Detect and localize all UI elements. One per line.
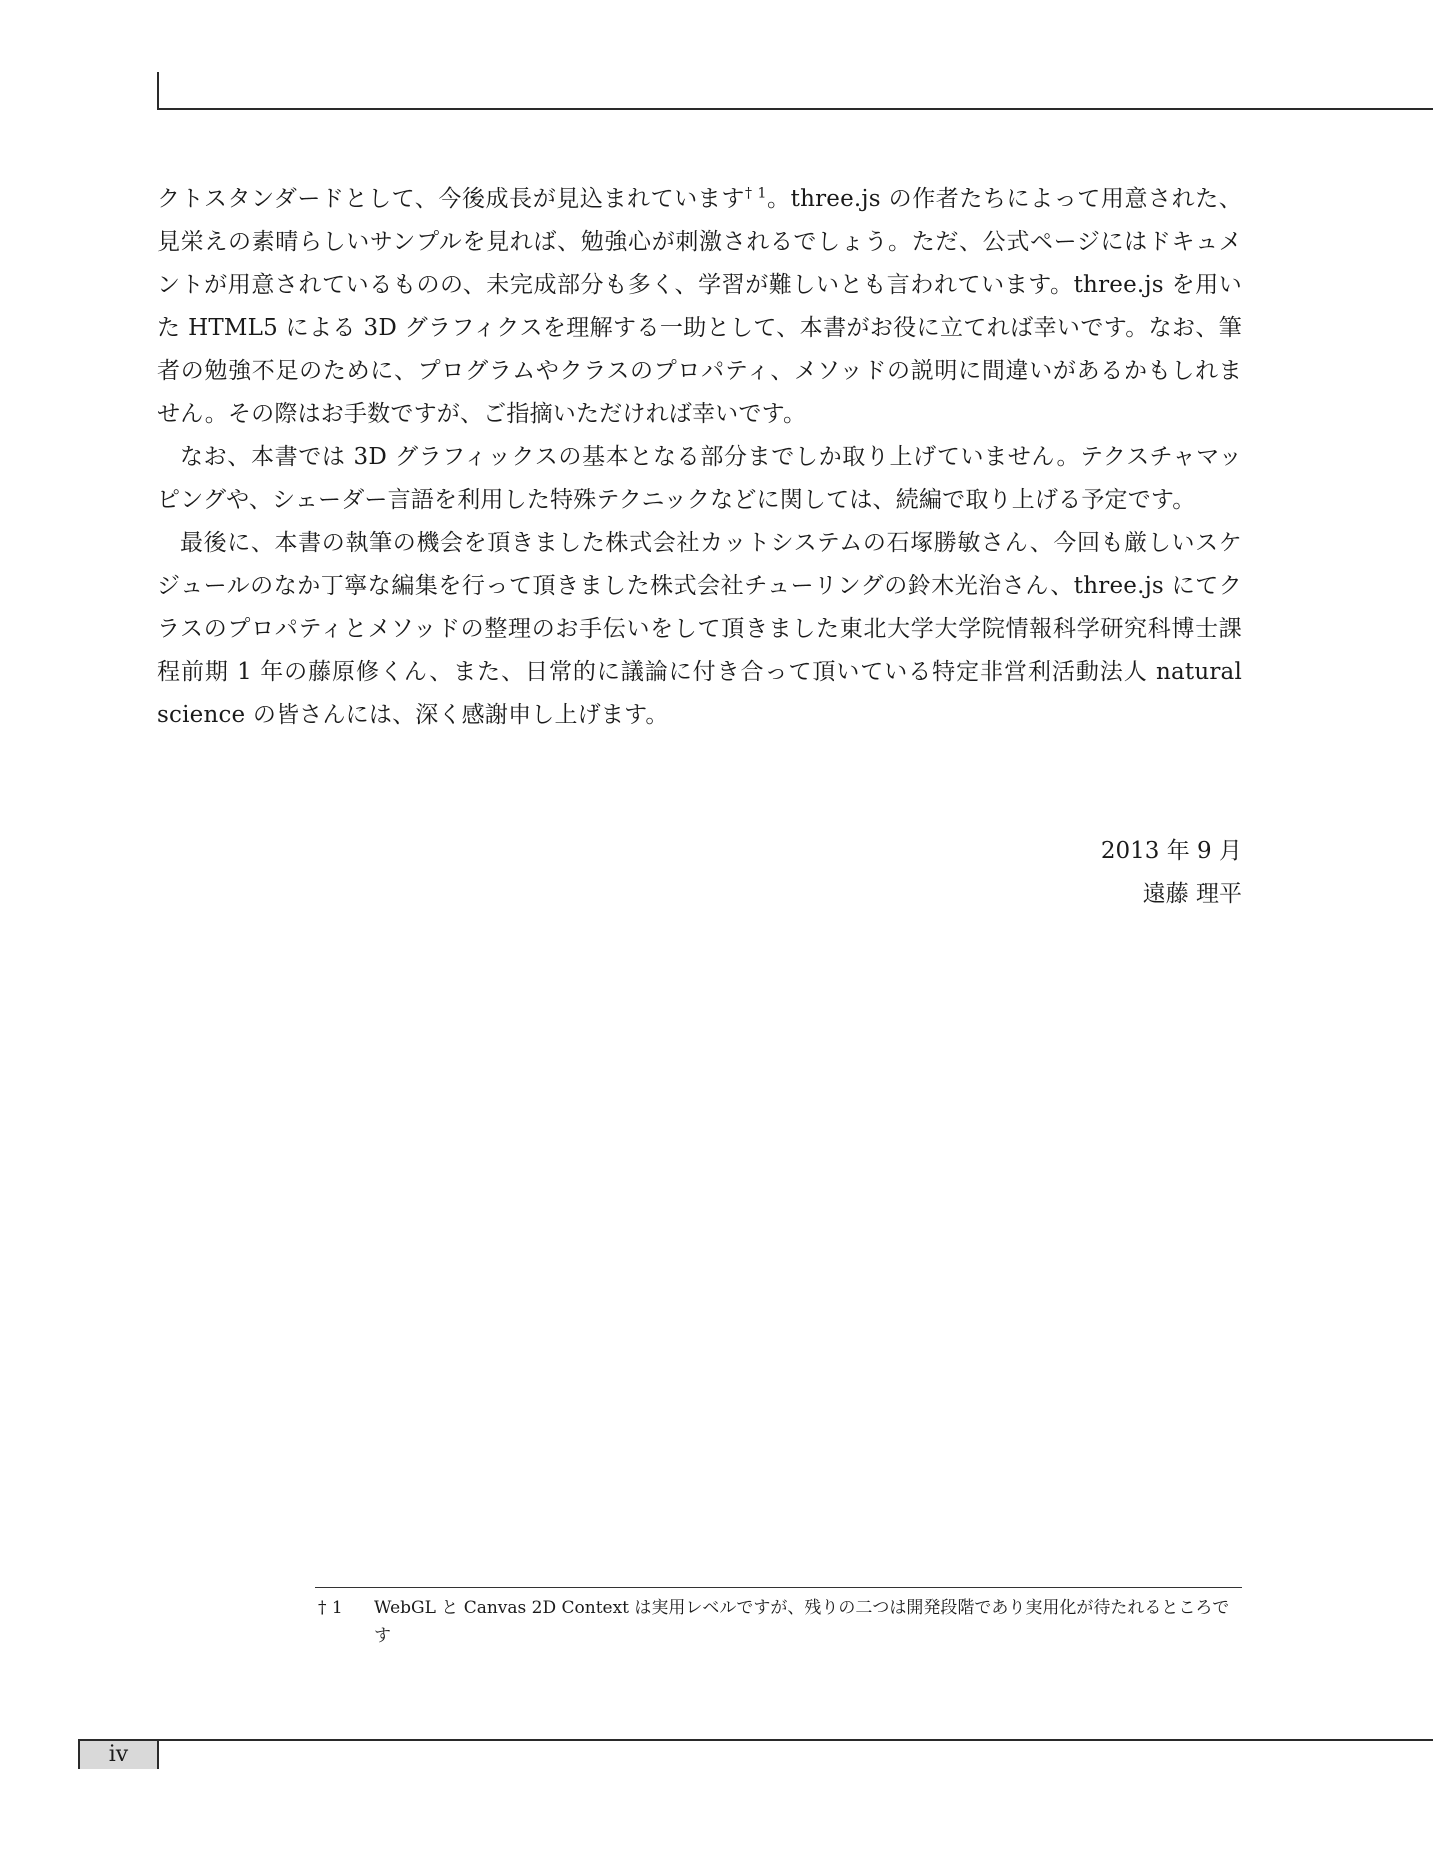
- header-rule-vertical: [157, 72, 159, 110]
- footnote: [318, 1594, 1242, 1650]
- signature-author: 遠藤 理平: [1142, 881, 1242, 907]
- footnote-rule: [315, 1587, 1242, 1588]
- signature-date: 2013 年 9 月: [1100, 838, 1242, 864]
- paragraph-1-continued: 。three.js の作者たちによって用意された、見栄えの素晴らしいサンプルを見れば、勉強心が刺激されるでしょう。ただ、公式ページにはドキュメントが用意されているものの、未完成部分も多く、学習が難しいとも言われています。three.js を用いた HTML5 による 3D グラフィクスを理解する一助として、本書がお役に立てれば幸いです。なお、筆者の勉強不足のために、プログラムやクラスのプロパティ、メソッドの説明に間違いがあるかもしれません。その際はお手数ですが、ご指摘いただければ幸いです。: [157, 186, 1242, 427]
- footnote-text: WebGL と Canvas 2D Context は実用レベルですが、残りの二つは開発段階であり実用化が待たれるところです: [374, 1598, 1230, 1646]
- signature-block: [1101, 830, 1242, 916]
- paragraph-1: [157, 178, 1242, 436]
- header-rule: [157, 108, 1433, 110]
- footnote-reference: † 1: [744, 185, 767, 202]
- footnote-mark: † 1: [318, 1598, 343, 1618]
- footer-rule: [78, 1739, 1433, 1741]
- page-number: iv: [78, 1741, 159, 1769]
- paragraph-1-text: クトスタンダードとして、今後成長が見込まれています: [157, 186, 745, 212]
- body-text: [157, 178, 1242, 737]
- paragraph-3: 最後に、本書の執筆の機会を頂きました株式会社カットシステムの石塚勝敏さん、今回も厳しいスケジュールのなか丁寧な編集を行って頂きました株式会社チューリングの鈴木光治さん、three.js にてクラスのプロパティとメソッドの整理のお手伝いをして頂きました東北大学大学院情報科学研究科博士課程前期 1 年の藤原修くん、また、日常的に議論に付き合って頂いている特定非営利活動法人 natural science の皆さんには、深く感謝申し上げます。: [157, 530, 1242, 728]
- paragraph-2: なお、本書では 3D グラフィックスの基本となる部分までしか取り上げていません。テクスチャマッピングや、シェーダー言語を利用した特殊テクニックなどに関しては、続編で取り上げる予定です。: [157, 444, 1242, 513]
